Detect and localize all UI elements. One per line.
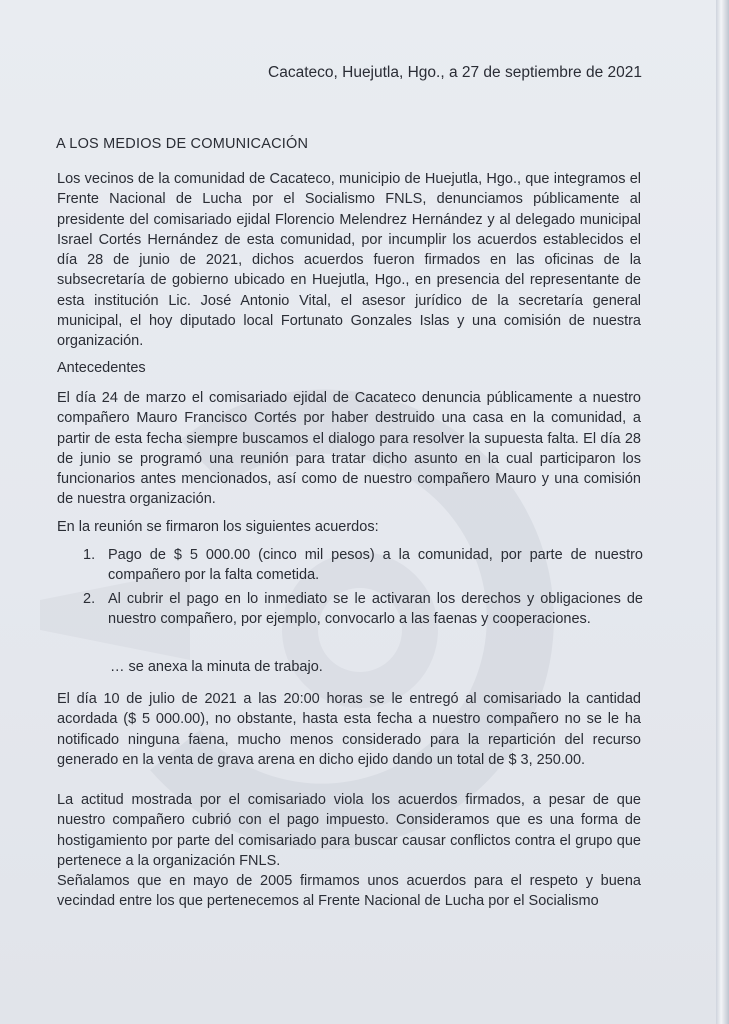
senalamos-paragraph: Señalamos que en mayo de 2005 firmamos unos acuerdos para el respeto y buena vecindad entre los que pertenecemos al Frente Nacional de Lucha por el Socialismo <box>57 873 641 910</box>
list-item-number: 2. <box>83 590 96 607</box>
list-item-text: Al cubrir el pago en lo inmediato se le activaran los derechos y obligaciones de nuestro compañero, por ejemplo, convocarlo a las faenas y cooperaciones. <box>108 590 643 627</box>
list-item <box>83 545 643 586</box>
list-item-text: Pago de $ 5 000.00 (cinco mil pesos) a la comunidad, por parte de nuestro compañero por la falta cometida. <box>108 547 643 584</box>
anexa-note: … se anexa la minuta de trabajo. <box>110 659 323 675</box>
list-item <box>83 589 643 630</box>
intro-paragraph: Los vecinos de la comunidad de Cacateco, municipio de Huejutla, Hgo., que integramos el Frente Nacional de Lucha por el Socialismo FNLS, denunciamos públicamente al presidente del comisariado ejidal Florencio Melendrez Hernández y al delegado municipal Israel Cortés Hernández de esta comunidad, por incumplir los acuerdos establecidos el día 28 de junio de 2021, dichos acuerdos fueron firmados en las oficinas de la subsecretaría de gobierno ubicado en Huejutla, Hgo., en presencia del representante de esta institución Lic. José Antonio Vital, el asesor jurídico de la secretaría general municipal, el hoy diputado local Fortunato Gonzales Islas y una comisión de nuestra organización. <box>57 171 641 350</box>
actitud-paragraph: La actitud mostrada por el comisariado viola los acuerdos firmados, a pesar de que nuestro compañero cubrió con el pago impuesto. Consideramos que es una forma de hostigamiento por parte del comisariado para buscar causar conflictos contra el grupo que pertenece a la organización FNLS. <box>57 792 641 869</box>
acuerdos-intro: En la reunión se firmaron los siguientes acuerdos: <box>57 519 379 535</box>
antecedentes-paragraph: El día 24 de marzo el comisariado ejidal de Cacateco denuncia públicamente a nuestro compañero Mauro Francisco Cortés por haber destruido una casa en la comunidad, a partir de esta fecha siempre buscamos el dialogo para resolver la supuesta falta. El día 28 de junio se programó una reunión para tratar dicho asunto en la cual participaron los funcionarios antes mencionados, así como de nuestro compañero Mauro y una comisión de nuestra organización. <box>57 390 641 508</box>
letter-heading: A LOS MEDIOS DE COMUNICACIÓN <box>56 136 309 152</box>
page-edge <box>716 0 729 1024</box>
pago-paragraph: El día 10 de julio de 2021 a las 20:00 horas se le entregó al comisariado la cantidad acordada ($ 5 000.00), no obstante, hasta esta fecha a nuestro compañero no se le ha notificado ninguna faena, mucho menos considerado para la repartición del recurso generado en la venta de grava arena en dicho ejido dando un total de $ 3, 250.00. <box>57 691 641 768</box>
acuerdos-list <box>83 545 643 632</box>
list-item-number: 1. <box>83 547 96 563</box>
date-line: Cacateco, Huejutla, Hgo., a 27 de septiembre de 2021 <box>268 64 642 81</box>
antecedentes-title: Antecedentes <box>57 360 146 376</box>
